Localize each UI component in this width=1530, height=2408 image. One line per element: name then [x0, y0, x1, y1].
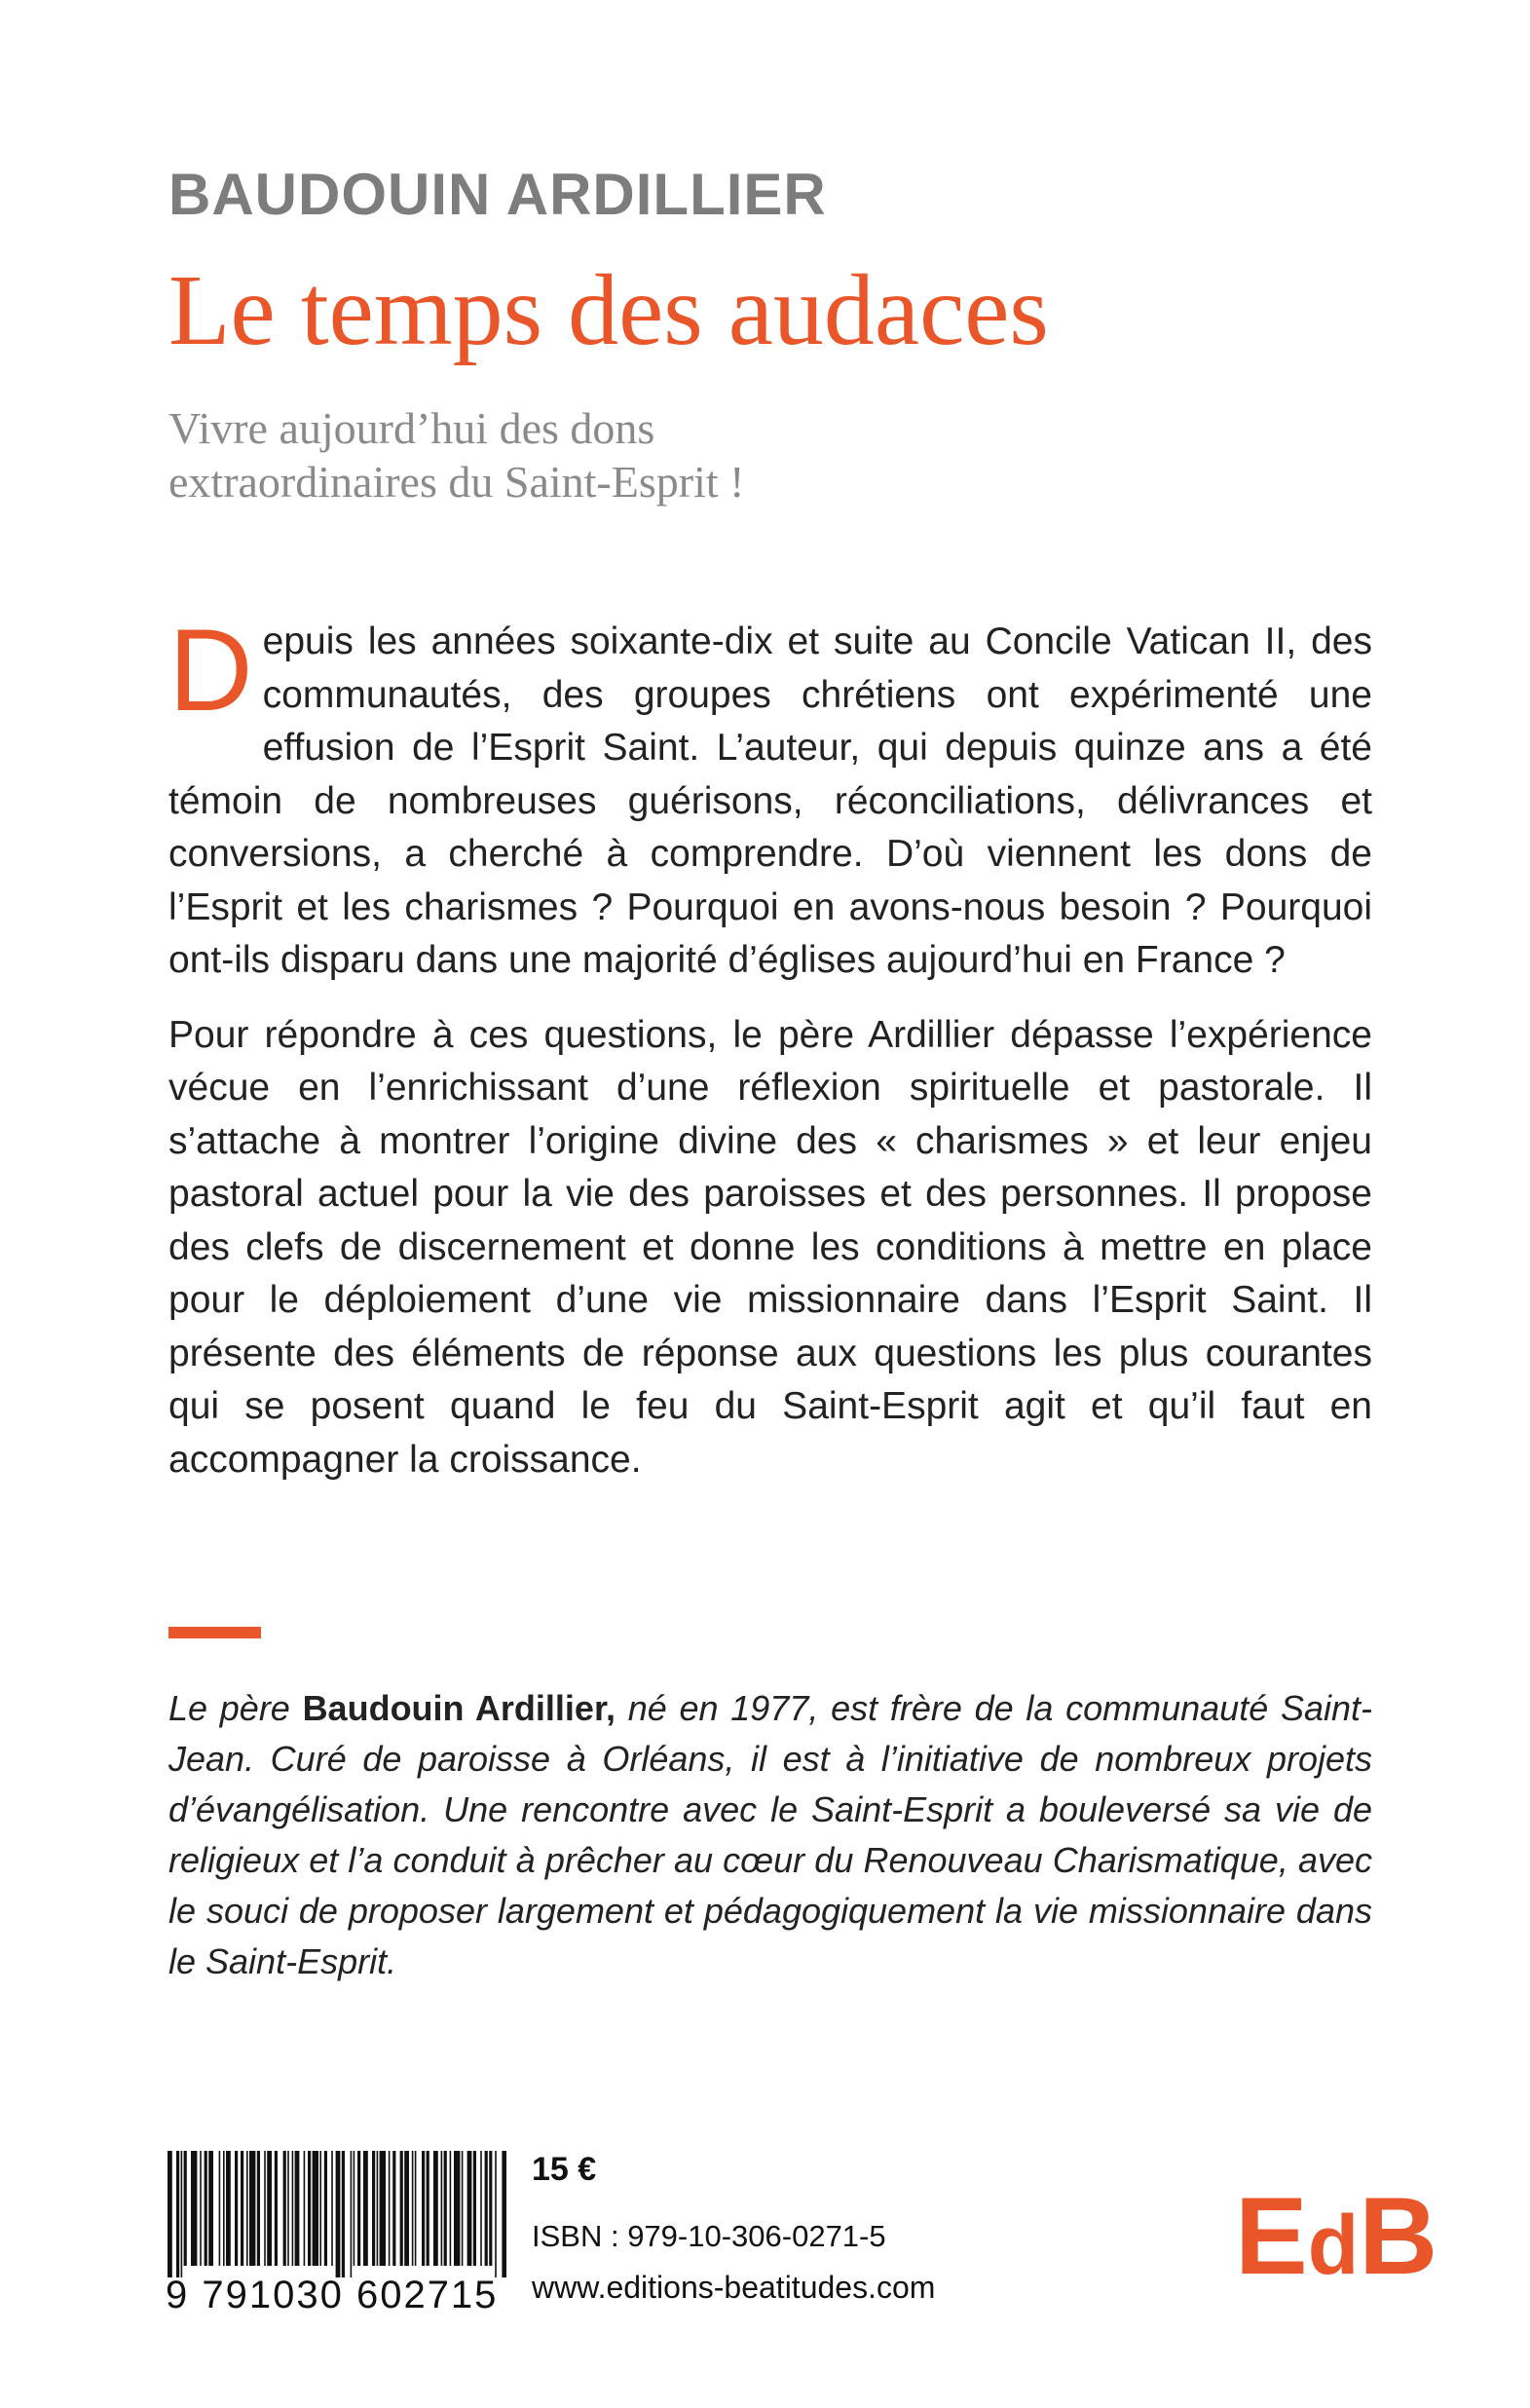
barcode-bar	[342, 2151, 345, 2277]
bio-text: né en 1977, est frère de la communauté Saint-Jean. Curé de paroisse à Orléans, il est à l’initiative de nombreux projets d’évangélisation. Une rencontre avec le Saint-Esprit a bouleversé sa vie de religieux et l’a conduit à prêcher au cœur du Renouveau Charismatique, avec le souci de proposer largement et pédagogiquement la vie missionnaire dans le Saint-Esprit.	[168, 1688, 1372, 1981]
barcode-bar	[363, 2151, 368, 2266]
barcode-bar	[295, 2151, 300, 2266]
barcode-bar	[351, 2151, 353, 2277]
barcode-bar	[249, 2151, 255, 2266]
barcode-bar	[264, 2151, 266, 2266]
barcode-bar	[467, 2151, 472, 2266]
barcode-bar	[191, 2151, 197, 2266]
barcode-bar	[400, 2151, 403, 2266]
barcode-bar	[433, 2151, 438, 2266]
barcode-bar	[444, 2151, 447, 2266]
barcode-bar	[304, 2151, 306, 2266]
barcode-bar	[462, 2151, 464, 2266]
edb-logo	[1235, 2175, 1438, 2297]
barcode-bar	[308, 2151, 311, 2266]
barcode-bar	[184, 2151, 187, 2266]
blurb-paragraph-2: Pour répondre à ces questions, le père Ardillier dépasse l’expérience vécue en l’enrichissant d’une réflexion spirituelle et pastorale. Il s’attache à montrer l’origine divine des « charismes » et leur enjeu pastoral actuel pour la vie des paroisses et des personnes. Il propose des clefs de discernement et donne les conditions à mettre en place pour le déploiement d’une vie missionnaire dans l’Esprit Saint. Il présente des éléments de réponse aux questions les plus courantes qui se posent quand le feu du Saint-Esprit agit et qu’il faut en accompagner la croissance.	[168, 1013, 1372, 1481]
barcode-bar	[292, 2151, 294, 2266]
logo-letter-d: d	[1307, 2199, 1360, 2292]
barcode-bar	[427, 2151, 429, 2266]
barcode-bar	[502, 2151, 506, 2277]
barcode-bar	[450, 2151, 452, 2266]
barcode-bar	[205, 2151, 207, 2266]
barcode-bar	[267, 2151, 272, 2266]
barcode-bar	[257, 2151, 260, 2266]
barcode-bar	[454, 2151, 460, 2266]
barcode-bar	[324, 2151, 327, 2266]
barcode-bar	[176, 2151, 179, 2277]
barcode-bar	[223, 2151, 225, 2266]
barcode-bar	[480, 2151, 482, 2266]
barcode-bar	[357, 2151, 360, 2266]
section-divider	[168, 1627, 261, 1638]
barcode-bar	[235, 2151, 238, 2266]
barcode-bar	[319, 2151, 321, 2266]
barcode-bar	[219, 2151, 221, 2266]
barcode-bar	[283, 2151, 286, 2266]
barcode-bar	[392, 2151, 395, 2266]
barcode-bar	[372, 2151, 375, 2266]
barcode-bar	[200, 2151, 202, 2266]
barcode-bar	[415, 2151, 417, 2266]
barcode-bar	[287, 2151, 289, 2266]
barcode-icon	[166, 2151, 506, 2277]
subtitle-line-2: extraordinaires du Saint-Esprit !	[168, 457, 745, 508]
blurb-paragraph-1-text: epuis les années soixante-dix et suite au Concile Vatican II, des communautés, des groupes chrétiens ont expérimenté une effusion de l’Esprit Saint. L’auteur, qui depuis quinze ans a été témoin de nombreuses guérisons, réconciliations, délivrances et conversions, a cherché à comprendre. D’où viennent les dons de l’Esprit et les charismes ? Pourquoi en avons-nous besoin ? Pourquoi ont-ils disparu dans une majorité d’églises aujourd’hui en France ?	[168, 621, 1372, 981]
author-bio	[168, 1683, 1372, 1987]
blurb-paragraph-1	[168, 605, 1372, 988]
barcode-bar	[313, 2151, 318, 2266]
barcode-bar	[380, 2151, 386, 2266]
barcode-bar	[412, 2151, 414, 2266]
barcode-bar	[336, 2151, 341, 2277]
barcode-bar	[489, 2151, 492, 2266]
book-subtitle	[168, 401, 744, 508]
barcode-bar	[226, 2151, 231, 2266]
barcode-bar	[485, 2151, 488, 2266]
barcode-bar	[377, 2151, 379, 2266]
barcode-bar	[241, 2151, 243, 2266]
price: 15 €	[532, 2151, 597, 2188]
barcode-bar	[275, 2151, 278, 2266]
barcode-bar	[181, 2151, 183, 2277]
barcode-bar	[331, 2151, 333, 2266]
barcode-bar	[495, 2151, 497, 2277]
book-title: Le temps des audaces	[168, 254, 1049, 366]
barcode-bar	[246, 2151, 248, 2266]
barcode-bar	[422, 2151, 425, 2266]
isbn: ISBN : 979-10-306-0271-5	[532, 2219, 886, 2253]
barcode-digits: 9 791030 602715	[166, 2274, 499, 2316]
drop-cap: D	[168, 605, 253, 735]
barcode-bar	[389, 2151, 391, 2266]
barcode-bar	[354, 2151, 355, 2266]
bio-author-name: Baudouin Ardillier,	[302, 1688, 616, 1728]
barcode-bar	[473, 2151, 476, 2266]
bio-lead: Le père	[168, 1688, 303, 1728]
barcode-bar	[168, 2151, 172, 2277]
blurb	[168, 605, 1372, 1486]
logo-letter-e: E	[1235, 2175, 1308, 2297]
barcode-bar	[404, 2151, 409, 2266]
author-name: BAUDOUIN ARDILLIER	[168, 162, 827, 227]
subtitle-line-1: Vivre aujourd’hui des dons	[168, 403, 655, 453]
publisher-url: www.editions-beatitudes.com	[532, 2270, 936, 2305]
barcode-bar	[441, 2151, 443, 2266]
barcode	[166, 2151, 506, 2316]
barcode-bar	[208, 2151, 213, 2266]
logo-letter-b: B	[1359, 2175, 1438, 2297]
